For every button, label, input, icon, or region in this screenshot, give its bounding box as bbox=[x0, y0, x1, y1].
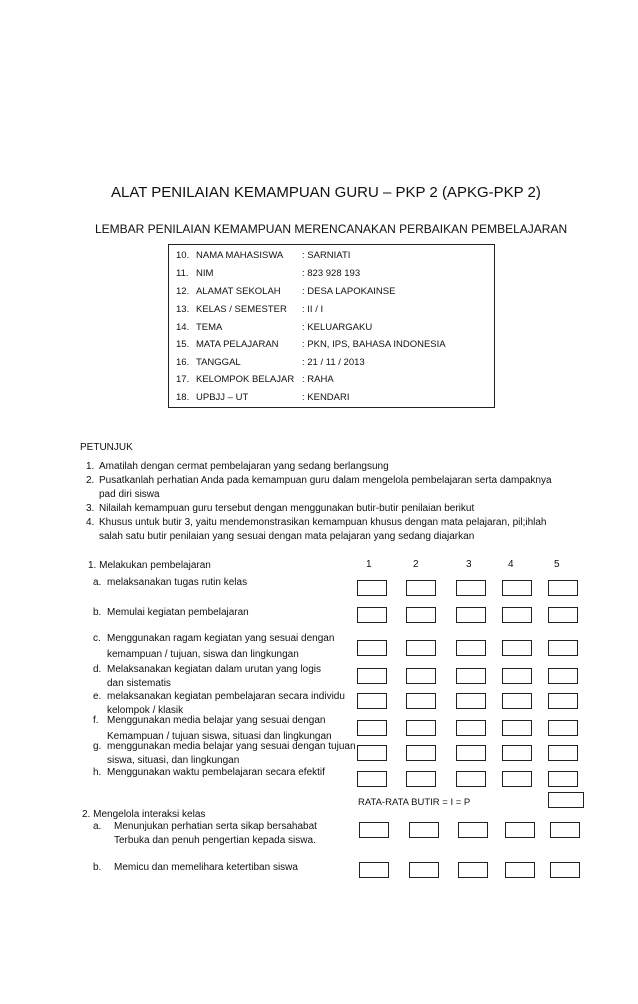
rating-box[interactable] bbox=[502, 771, 532, 787]
rating-box[interactable] bbox=[548, 640, 578, 656]
rating-box[interactable] bbox=[357, 607, 387, 623]
rating-box[interactable] bbox=[406, 693, 436, 709]
petunjuk-number: 3. bbox=[86, 503, 95, 514]
identity-value: : 823 928 193 bbox=[302, 268, 361, 279]
item-letter: a. bbox=[93, 577, 102, 588]
petunjuk-text: salah satu butir penilaian yang sesuai dengan mata pelajaran yang sedang diajarkan bbox=[99, 531, 475, 542]
rating-box[interactable] bbox=[406, 720, 436, 736]
rating-scale-label: 3 bbox=[466, 559, 472, 570]
item-text: dan sistematis bbox=[107, 678, 171, 689]
item-text: kelompok / klasik bbox=[107, 705, 184, 716]
item-letter: b. bbox=[93, 607, 102, 618]
rating-box[interactable] bbox=[456, 607, 486, 623]
petunjuk-text: Khusus untuk butir 3, yaitu mendemonstrasikan kemampuan khusus dengan mata pelajaran, pil;ihlah bbox=[99, 517, 547, 528]
identity-label: KELOMPOK BELAJAR bbox=[196, 374, 295, 385]
rating-box[interactable] bbox=[357, 745, 387, 761]
item-text: kemampuan / tujuan, siswa dan lingkungan bbox=[107, 649, 299, 660]
rating-box[interactable] bbox=[505, 822, 535, 838]
identity-value: : 21 / 11 / 2013 bbox=[302, 357, 365, 368]
rating-box[interactable] bbox=[502, 640, 532, 656]
identity-number: 15. bbox=[176, 339, 190, 350]
identity-number: 18. bbox=[176, 392, 190, 403]
rating-box[interactable] bbox=[406, 580, 436, 596]
identity-label: NIM bbox=[196, 268, 214, 279]
item-letter: g. bbox=[93, 741, 102, 752]
rating-box[interactable] bbox=[548, 580, 578, 596]
item-letter: f. bbox=[93, 715, 99, 726]
item-text: Menggunakan media belajar yang sesuai dengan bbox=[107, 715, 326, 726]
rating-box[interactable] bbox=[456, 720, 486, 736]
identity-number: 10. bbox=[176, 250, 190, 261]
rating-box[interactable] bbox=[406, 607, 436, 623]
rating-box[interactable] bbox=[406, 668, 436, 684]
rating-box[interactable] bbox=[548, 607, 578, 623]
rating-box[interactable] bbox=[357, 771, 387, 787]
page-subtitle: LEMBAR PENILAIAN KEMAMPUAN MERENCANAKAN PERBAIKAN PEMBELAJARAN bbox=[95, 222, 568, 236]
rating-box[interactable] bbox=[505, 862, 535, 878]
rating-box[interactable] bbox=[456, 580, 486, 596]
petunjuk-text: Nilailah kemampuan guru tersebut dengan menggunakan butir-butir penilaian berikut bbox=[99, 503, 475, 514]
page-title: ALAT PENILAIAN KEMAMPUAN GURU – PKP 2 (APKG-PKP 2) bbox=[111, 184, 541, 201]
identity-value: : SARNIATI bbox=[302, 250, 351, 261]
rating-box[interactable] bbox=[357, 720, 387, 736]
item-letter: b. bbox=[93, 862, 102, 873]
item-letter: c. bbox=[93, 633, 101, 644]
rating-scale-label: 2 bbox=[413, 559, 419, 570]
rating-box[interactable] bbox=[548, 693, 578, 709]
rating-box[interactable] bbox=[458, 822, 488, 838]
item-letter: d. bbox=[93, 664, 102, 675]
identity-value: : RAHA bbox=[302, 374, 334, 385]
rating-box[interactable] bbox=[502, 720, 532, 736]
section2-heading: 2. Mengelola interaksi kelas bbox=[82, 809, 206, 820]
identity-value: : KENDARI bbox=[302, 392, 350, 403]
identity-label: MATA PELAJARAN bbox=[196, 339, 279, 350]
identity-label: TEMA bbox=[196, 322, 223, 333]
item-text: Memulai kegiatan pembelajaran bbox=[107, 607, 249, 618]
rating-box[interactable] bbox=[502, 745, 532, 761]
item-letter: a. bbox=[93, 821, 102, 832]
identity-number: 16. bbox=[176, 357, 190, 368]
identity-value: : II / I bbox=[302, 304, 324, 315]
rating-box[interactable] bbox=[502, 668, 532, 684]
rating-box[interactable] bbox=[357, 693, 387, 709]
rating-scale-label: 5 bbox=[554, 559, 560, 570]
identity-number: 13. bbox=[176, 304, 190, 315]
petunjuk-heading: PETUNJUK bbox=[80, 442, 133, 453]
item-text: Menggunakan waktu pembelajaran secara efektif bbox=[107, 767, 325, 778]
identity-number: 11. bbox=[176, 268, 189, 279]
item-text: Kemampuan / tujuan siswa, situasi dan lingkungan bbox=[107, 731, 332, 742]
item-text: Melaksanakan kegiatan dalam urutan yang logis bbox=[107, 664, 322, 675]
rating-box[interactable] bbox=[409, 862, 439, 878]
identity-label: KELAS / SEMESTER bbox=[196, 304, 287, 315]
identity-number: 17. bbox=[176, 374, 190, 385]
rating-box[interactable] bbox=[456, 640, 486, 656]
rating-box[interactable] bbox=[548, 745, 578, 761]
petunjuk-text: pad diri siswa bbox=[99, 489, 160, 500]
petunjuk-text: Amatilah dengan cermat pembelajaran yang sedang berlangsung bbox=[99, 461, 389, 472]
rating-scale-label: 4 bbox=[508, 559, 514, 570]
item-text: melaksanakan kegiatan pembelajaran secara individu bbox=[107, 691, 345, 702]
rating-box[interactable] bbox=[357, 668, 387, 684]
rating-box[interactable] bbox=[502, 607, 532, 623]
item-text: menggunakan media belajar yang sesuai dengan tujuan bbox=[107, 741, 356, 752]
petunjuk-text: Pusatkanlah perhatian Anda pada kemampuan guru dalam mengelola pembelajaran serta dampaknya bbox=[99, 475, 552, 486]
rating-scale-label: 1 bbox=[366, 559, 372, 570]
rating-box[interactable] bbox=[357, 580, 387, 596]
average-box[interactable] bbox=[548, 792, 584, 808]
rating-box[interactable] bbox=[406, 745, 436, 761]
section1-heading: 1. Melakukan pembelajaran bbox=[88, 560, 211, 571]
rating-box[interactable] bbox=[548, 668, 578, 684]
rating-box[interactable] bbox=[550, 822, 580, 838]
rating-box[interactable] bbox=[548, 771, 578, 787]
average-label: RATA-RATA BUTIR = I = P bbox=[358, 797, 471, 808]
identity-value: : PKN, IPS, BAHASA INDONESIA bbox=[302, 339, 446, 350]
item-text: siswa, situasi, dan lingkungan bbox=[107, 755, 240, 766]
rating-box[interactable] bbox=[456, 771, 486, 787]
item-letter: e. bbox=[93, 691, 102, 702]
item-text: Menggunakan ragam kegiatan yang sesuai dengan bbox=[107, 633, 335, 644]
rating-box[interactable] bbox=[548, 720, 578, 736]
rating-box[interactable] bbox=[502, 580, 532, 596]
identity-value: : DESA LAPOKAINSE bbox=[302, 286, 396, 297]
rating-box[interactable] bbox=[357, 640, 387, 656]
rating-box[interactable] bbox=[456, 745, 486, 761]
rating-box[interactable] bbox=[550, 862, 580, 878]
petunjuk-number: 4. bbox=[86, 517, 95, 528]
identity-number: 14. bbox=[176, 322, 190, 333]
rating-box[interactable] bbox=[502, 693, 532, 709]
identity-label: ALAMAT SEKOLAH bbox=[196, 286, 281, 297]
item-letter: h. bbox=[93, 767, 102, 778]
rating-box[interactable] bbox=[406, 640, 436, 656]
item-text: Memicu dan memelihara ketertiban siswa bbox=[114, 862, 298, 873]
rating-box[interactable] bbox=[409, 822, 439, 838]
rating-box[interactable] bbox=[359, 862, 389, 878]
rating-box[interactable] bbox=[456, 668, 486, 684]
identity-label: TANGGAL bbox=[196, 357, 241, 368]
rating-box[interactable] bbox=[406, 771, 436, 787]
item-text: Menunjukan perhatian serta sikap bersahabat bbox=[114, 821, 317, 832]
rating-box[interactable] bbox=[359, 822, 389, 838]
identity-value: : KELUARGAKU bbox=[302, 322, 373, 333]
petunjuk-number: 1. bbox=[86, 461, 95, 472]
item-text: melaksanakan tugas rutin kelas bbox=[107, 577, 248, 588]
identity-label: NAMA MAHASISWA bbox=[196, 250, 284, 261]
rating-box[interactable] bbox=[458, 862, 488, 878]
rating-box[interactable] bbox=[456, 693, 486, 709]
item-text: Terbuka dan penuh pengertian kepada siswa. bbox=[114, 835, 316, 846]
petunjuk-number: 2. bbox=[86, 475, 95, 486]
identity-number: 12. bbox=[176, 286, 190, 297]
identity-label: UPBJJ – UT bbox=[196, 392, 249, 403]
